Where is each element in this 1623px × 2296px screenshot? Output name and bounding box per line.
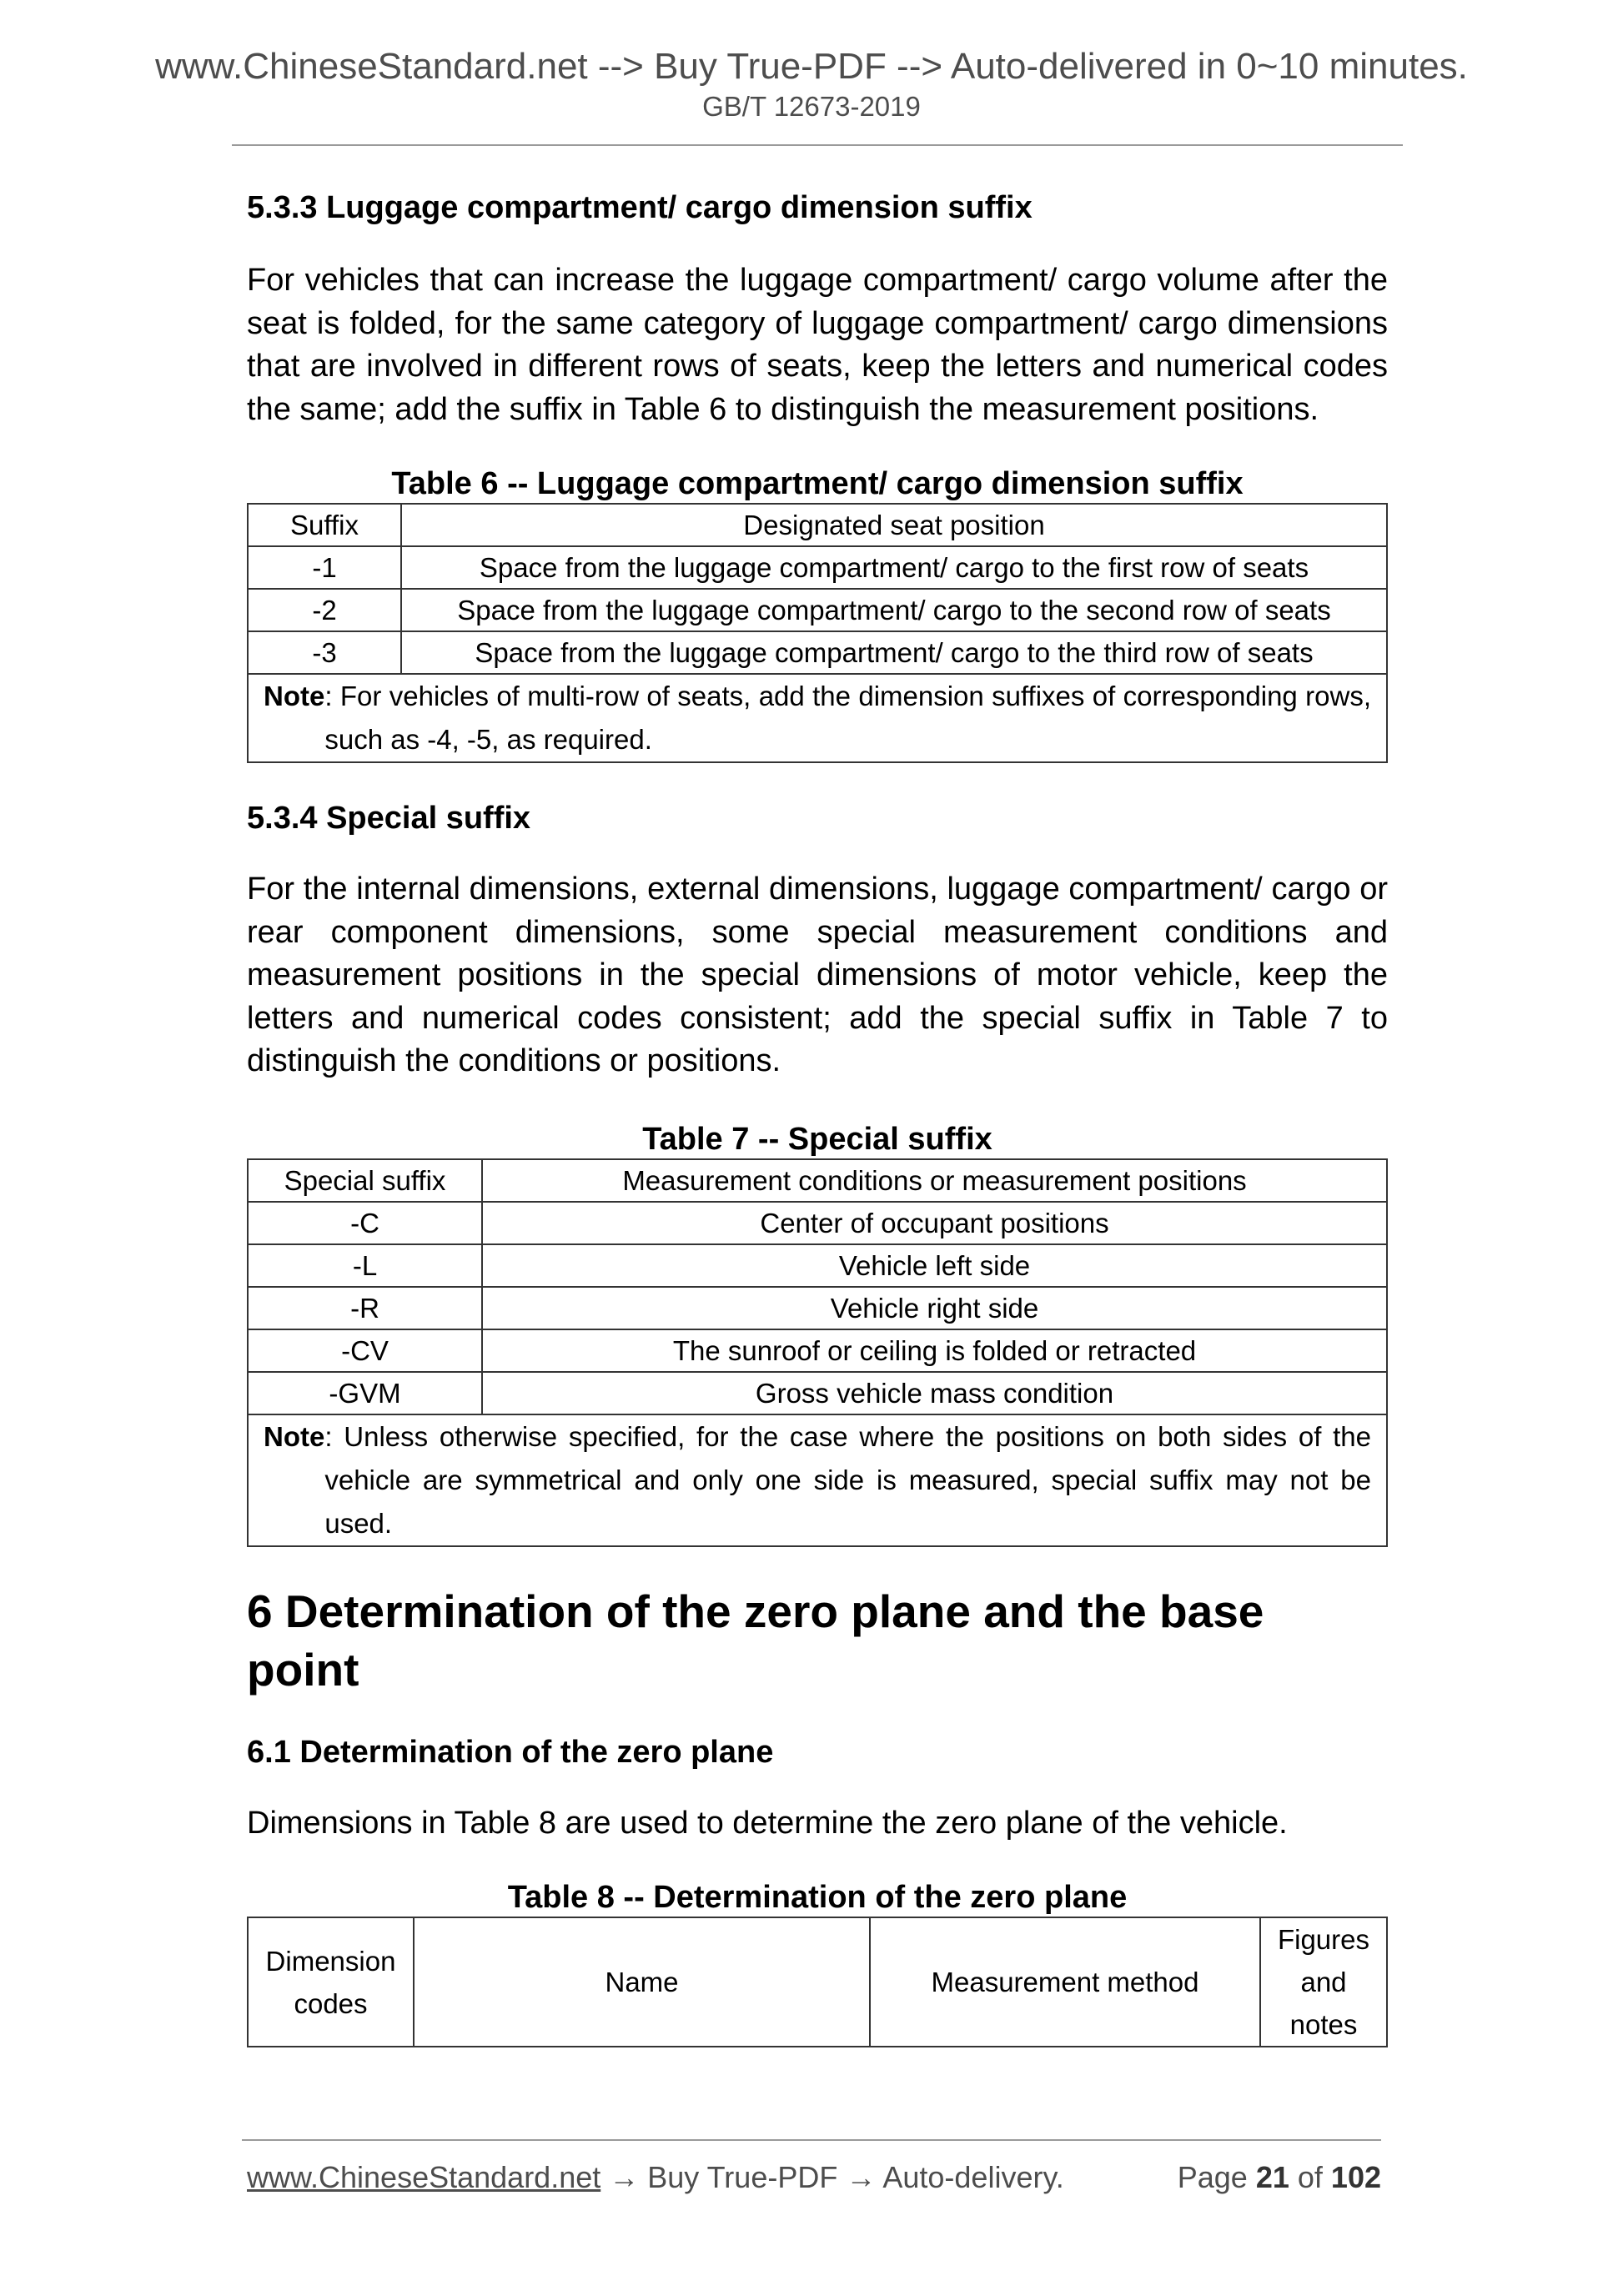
page-total: 102 xyxy=(1330,2160,1381,2194)
table8-header-codes: Dimension codes xyxy=(248,1917,414,2047)
table6-header-suffix: Suffix xyxy=(248,504,401,546)
table7-header-suffix: Special suffix xyxy=(248,1159,482,1202)
table6-title: Table 6 -- Luggage compartment/ cargo dimension suffix xyxy=(391,466,1244,501)
page-number: 21 xyxy=(1255,2160,1289,2194)
paragraph-5-3-4: For the internal dimensions, external dimensions, luggage compartment/ cargo or rear component dimensions, some special measurement conditions and measurement positions in the special dimensions of motor vehicle, keep the letters and numerical codes consistent; add the special suffix in Table 7 to distinguish the conditions or positions. xyxy=(247,872,1388,1078)
table8-header-row xyxy=(248,1917,1387,2047)
of-label: of xyxy=(1297,2160,1323,2194)
table7-cell-condition: Vehicle right side xyxy=(482,1287,1387,1329)
arrow-right-icon: → xyxy=(837,2160,883,2194)
heading-5-3-3: 5.3.3 Luggage compartment/ cargo dimension suffix xyxy=(247,190,1033,225)
table8-header-name: Name xyxy=(414,1917,870,2047)
table7-cell-condition: Center of occupant positions xyxy=(482,1202,1387,1244)
table-row xyxy=(248,1244,1387,1287)
table-row xyxy=(248,1329,1387,1372)
table7-note-row xyxy=(248,1414,1387,1546)
table8-header-figures: Figures and notes xyxy=(1260,1917,1387,2047)
table7 xyxy=(247,1158,1388,1547)
table6-header-row xyxy=(248,504,1387,546)
footer-auto-text: Auto-delivery. xyxy=(882,2160,1064,2194)
table6-cell-position: Space from the luggage compartment/ cargo to the first row of seats xyxy=(401,546,1387,589)
table6-note xyxy=(248,674,1387,762)
heading-6-1: 6.1 Determination of the zero plane xyxy=(247,1734,774,1770)
paragraph-6-1: Dimensions in Table 8 are used to determine the zero plane of the vehicle. xyxy=(247,1805,1288,1841)
table7-cell-suffix: -CV xyxy=(248,1329,482,1372)
footer-buy-text: Buy True-PDF xyxy=(647,2160,838,2194)
heading-5-3-4: 5.3.4 Special suffix xyxy=(247,801,531,836)
table6-cell-position: Space from the luggage compartment/ cargo to the second row of seats xyxy=(401,589,1387,631)
table7-cell-suffix: -C xyxy=(248,1202,482,1244)
standard-number: GB/T 12673-2019 xyxy=(702,91,921,122)
page-content xyxy=(247,179,1388,2047)
table7-header-row xyxy=(248,1159,1387,1202)
table6-cell-suffix: -2 xyxy=(248,589,401,631)
table-row xyxy=(248,546,1387,589)
table8 xyxy=(247,1917,1388,2047)
table6-note-row xyxy=(248,674,1387,762)
footer-promo xyxy=(247,2158,1064,2197)
page-indicator xyxy=(1178,2158,1381,2197)
table7-note-label: Note xyxy=(264,1420,325,1452)
header-divider xyxy=(232,144,1403,146)
table7-note xyxy=(248,1414,1387,1546)
table6-note-label: Note xyxy=(264,681,325,711)
table-row xyxy=(248,589,1387,631)
table6-note-text: : For vehicles of multi-row of seats, add the dimension suffixes of corresponding rows, such as -4, -5, as required. xyxy=(324,681,1371,755)
table7-note-text: : Unless otherwise specified, for the case where the positions on both sides of the vehicle are symmetrical and only one side is measured, special suffix may not be used. xyxy=(324,1420,1371,1539)
table6-cell-suffix: -1 xyxy=(248,546,401,589)
table7-cell-condition: Gross vehicle mass condition xyxy=(482,1372,1387,1414)
table6-cell-suffix: -3 xyxy=(248,631,401,674)
page-label: Page xyxy=(1177,2160,1248,2194)
table7-cell-suffix: -L xyxy=(248,1244,482,1287)
table7-cell-condition: The sunroof or ceiling is folded or retracted xyxy=(482,1329,1387,1372)
footer-divider xyxy=(242,2139,1381,2141)
footer-site-link[interactable]: www.ChineseStandard.net xyxy=(247,2160,601,2194)
table6-header-position: Designated seat position xyxy=(401,504,1387,546)
table8-title: Table 8 -- Determination of the zero plane xyxy=(507,1880,1128,1915)
table8-header-method: Measurement method xyxy=(870,1917,1260,2047)
table7-cell-suffix: -GVM xyxy=(248,1372,482,1414)
table6 xyxy=(247,503,1388,763)
table-row xyxy=(248,1202,1387,1244)
heading-clause-6: 6 Determination of the zero plane and the base point xyxy=(247,1585,1264,1696)
table6-cell-position: Space from the luggage compartment/ cargo to the third row of seats xyxy=(401,631,1387,674)
table-row xyxy=(248,1372,1387,1414)
table7-header-condition: Measurement conditions or measurement positions xyxy=(482,1159,1387,1202)
table-row xyxy=(248,1287,1387,1329)
table7-cell-condition: Vehicle left side xyxy=(482,1244,1387,1287)
table7-title: Table 7 -- Special suffix xyxy=(642,1121,992,1157)
arrow-right-icon: → xyxy=(600,2160,648,2194)
table7-cell-suffix: -R xyxy=(248,1287,482,1329)
table-row xyxy=(248,631,1387,674)
header-banner: www.ChineseStandard.net --> Buy True-PDF --> Auto-delivered in 0~10 minutes. xyxy=(155,46,1468,87)
paragraph-5-3-3: For vehicles that can increase the luggage compartment/ cargo volume after the seat is folded, for the same category of luggage compartment/ cargo dimensions that are involved in different rows of seats, keep the letters and numerical codes the same; add the suffix in Table 6 to distinguish the measurement positions. xyxy=(247,263,1388,427)
